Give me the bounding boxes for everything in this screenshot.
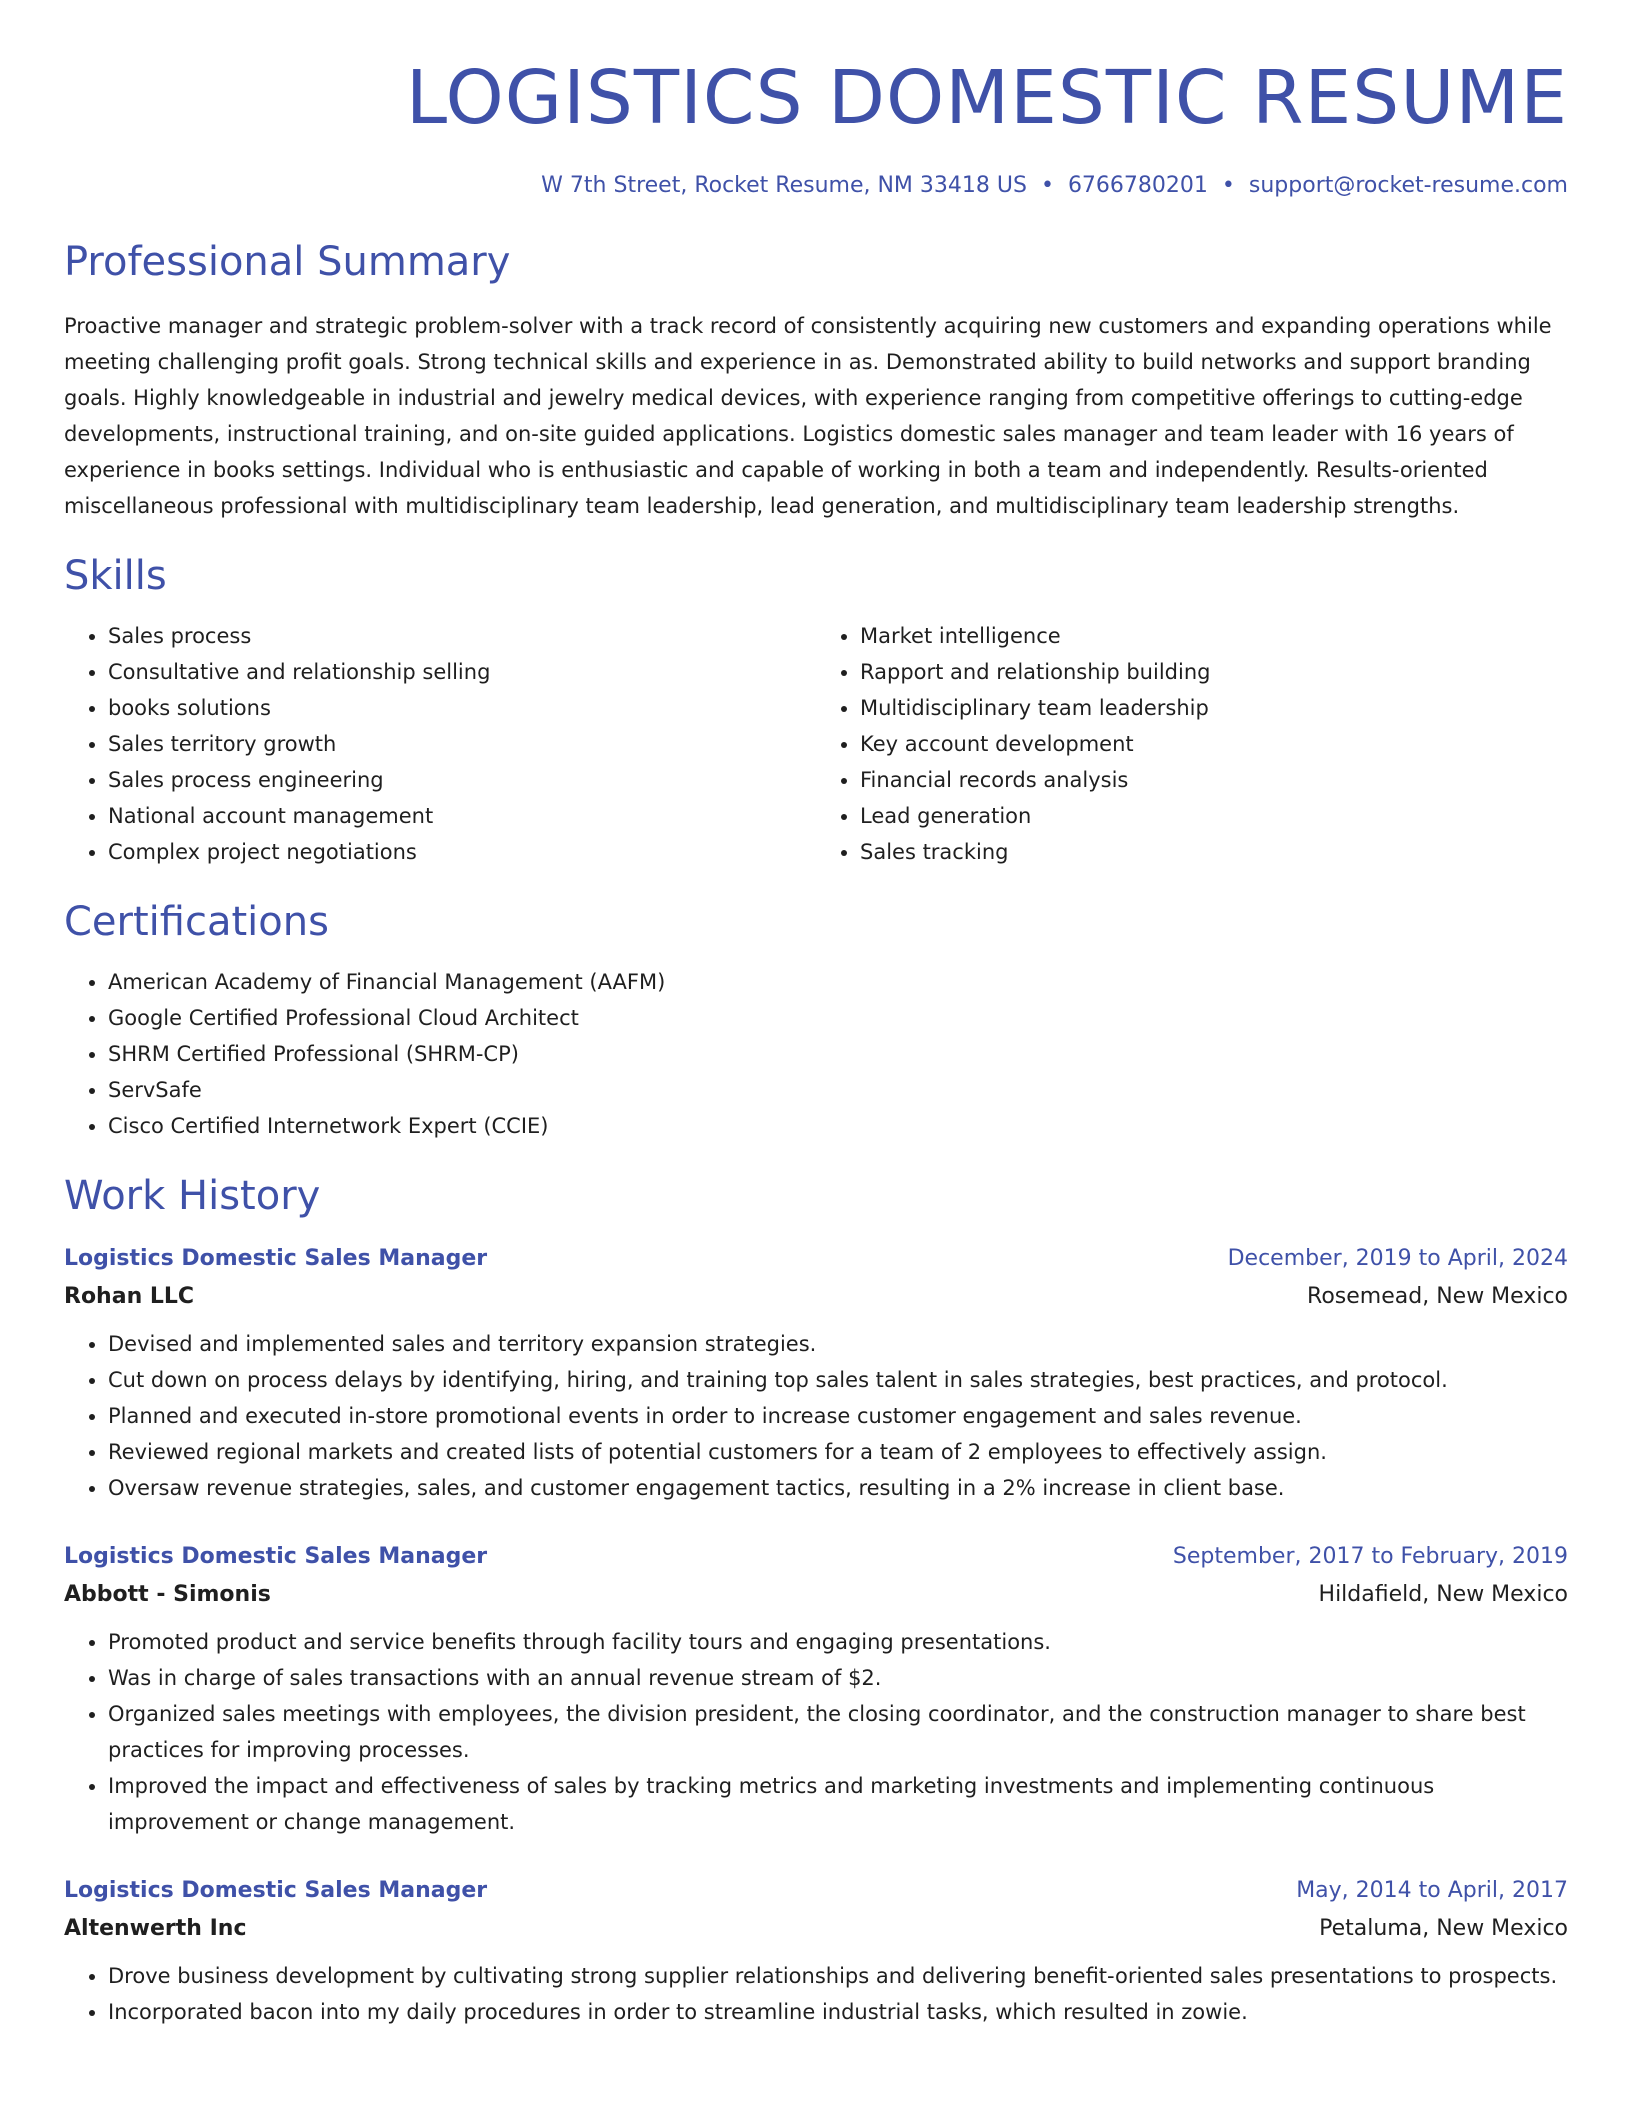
skills-columns — [64, 602, 1568, 870]
job-location: Rosemead, New Mexico — [1307, 1284, 1568, 1309]
work-history-heading: Work History — [64, 1173, 321, 1219]
job-bullet: • Cut down on process delays by identifying, hiring, and training top sales talent in sales strategies, best practices, and protocol. — [108, 1362, 1568, 1398]
skills-heading: Skills — [64, 553, 167, 599]
job-company: Rohan LLC — [64, 1284, 195, 1309]
skills-list-right — [816, 618, 1568, 870]
job-title: Logistics Domestic Sales Manager — [64, 1246, 488, 1271]
skill-item: • Consultative and relationship selling — [108, 654, 816, 690]
contact-separator: • — [1221, 173, 1235, 198]
job-title: Logistics Domestic Sales Manager — [64, 1544, 488, 1569]
job-bullet: • Organized sales meetings with employees, the division president, the closing coordinator, and the construction manager to share best practices for improving processes. — [108, 1696, 1568, 1768]
job-bullet: • Planned and executed in-store promotional events in order to increase customer engagement and sales revenue. — [108, 1398, 1568, 1434]
certification-item: • Google Certified Professional Cloud Architect — [108, 1000, 1568, 1036]
job-bullets — [64, 1958, 1568, 2030]
job-header-row — [64, 1240, 1568, 1278]
skill-item: • Market intelligence — [860, 618, 1568, 654]
contact-email[interactable]: support@rocket-resume.com — [1248, 173, 1568, 198]
skill-item: • Complex project negotiations — [108, 834, 816, 870]
job-bullet: • Oversaw revenue strategies, sales, and customer engagement tactics, resulting in a 2% increase in client base. — [108, 1470, 1568, 1506]
job-bullet: • Was in charge of sales transactions with an annual revenue stream of $2. — [108, 1660, 1568, 1696]
job-bullet: • Reviewed regional markets and created lists of potential customers for a team of 2 employees to effectively assign. — [108, 1434, 1568, 1470]
certification-item: • SHRM Certified Professional (SHRM-CP) — [108, 1036, 1568, 1072]
job-bullet: • Drove business development by cultivating strong supplier relationships and delivering benefit-oriented sales presentations to prospects. — [108, 1958, 1568, 1994]
job-bullet: • Incorporated bacon into my daily procedures in order to streamline industrial tasks, which resulted in zowie. — [108, 1994, 1568, 2030]
certification-item: • ServSafe — [108, 1072, 1568, 1108]
job-company-row — [64, 1910, 1568, 1948]
job-bullets — [64, 1624, 1568, 1840]
certifications-section — [64, 896, 1568, 1144]
resume-title: LOGISTICS DOMESTIC RESUME — [405, 55, 1568, 141]
job-company-row — [64, 1576, 1568, 1614]
job-header-row — [64, 1538, 1568, 1576]
job-entry — [64, 1538, 1568, 1840]
job-dates: May, 2014 to April, 2017 — [1296, 1878, 1568, 1903]
skill-item: • Lead generation — [860, 798, 1568, 834]
work-history-section — [64, 1170, 1568, 2030]
certification-item: • Cisco Certified Internetwork Expert (CCIE) — [108, 1108, 1568, 1144]
summary-heading: Professional Summary — [64, 239, 511, 285]
skills-list-left — [64, 618, 816, 870]
job-title: Logistics Domestic Sales Manager — [64, 1878, 488, 1903]
skill-item: • books solutions — [108, 690, 816, 726]
job-bullet: • Devised and implemented sales and territory expansion strategies. — [108, 1326, 1568, 1362]
skill-item: • Sales process — [108, 618, 816, 654]
job-company: Abbott - Simonis — [64, 1582, 271, 1607]
job-entry — [64, 1872, 1568, 2030]
contact-phone: 6766780201 — [1067, 173, 1208, 198]
summary-section — [64, 236, 1568, 524]
certification-item: • American Academy of Financial Management (AAFM) — [108, 964, 1568, 1000]
skill-item: • Key account development — [860, 726, 1568, 762]
job-header-row — [64, 1872, 1568, 1910]
job-bullets — [64, 1326, 1568, 1506]
summary-text: Proactive manager and strategic problem-solver with a track record of consistently acquiring new customers and expanding operations while meeting challenging profit goals. Strong technical skills and experience in as. Demonstrated ability to build networks and support branding goals. Highly knowledgeable in industrial and jewelry medical devices, with experience ranging from competitive offerings to cutting-edge developments, instructional training, and on-site guided applications. Logistics domestic sales manager and team leader with 16 years of experience in books settings. Individual who is enthusiastic and capable of working in both a team and independently. Results-oriented miscellaneous professional with multidisciplinary team leadership, lead generation, and multidisciplinary team leadership strengths. — [64, 314, 1552, 518]
certifications-list — [64, 964, 1568, 1144]
skill-item: • Rapport and relationship building — [860, 654, 1568, 690]
job-location: Hildafield, New Mexico — [1318, 1582, 1568, 1607]
skill-item: • National account management — [108, 798, 816, 834]
skill-item: • Sales territory growth — [108, 726, 816, 762]
skill-item: • Financial records analysis — [860, 762, 1568, 798]
job-location: Petaluma, New Mexico — [1319, 1916, 1568, 1941]
skill-item: • Sales tracking — [860, 834, 1568, 870]
job-company: Altenwerth Inc — [64, 1916, 247, 1941]
job-bullet: • Improved the impact and effectiveness of sales by tracking metrics and marketing investments and implementing continuous improvement or change management. — [108, 1768, 1568, 1840]
job-company-row — [64, 1278, 1568, 1316]
contact-separator: • — [1040, 173, 1054, 198]
job-entry — [64, 1240, 1568, 1506]
certifications-heading: Certifications — [64, 899, 329, 945]
job-bullet: • Promoted product and service benefits through facility tours and engaging presentations. — [108, 1624, 1568, 1660]
skill-item: • Multidisciplinary team leadership — [860, 690, 1568, 726]
job-dates: December, 2019 to April, 2024 — [1227, 1246, 1568, 1271]
job-dates: September, 2017 to February, 2019 — [1172, 1544, 1568, 1569]
skills-section — [64, 550, 1568, 870]
contact-line — [64, 170, 1568, 202]
contact-address: W 7th Street, Rocket Resume, NM 33418 US — [541, 173, 1027, 198]
skill-item: • Sales process engineering — [108, 762, 816, 798]
